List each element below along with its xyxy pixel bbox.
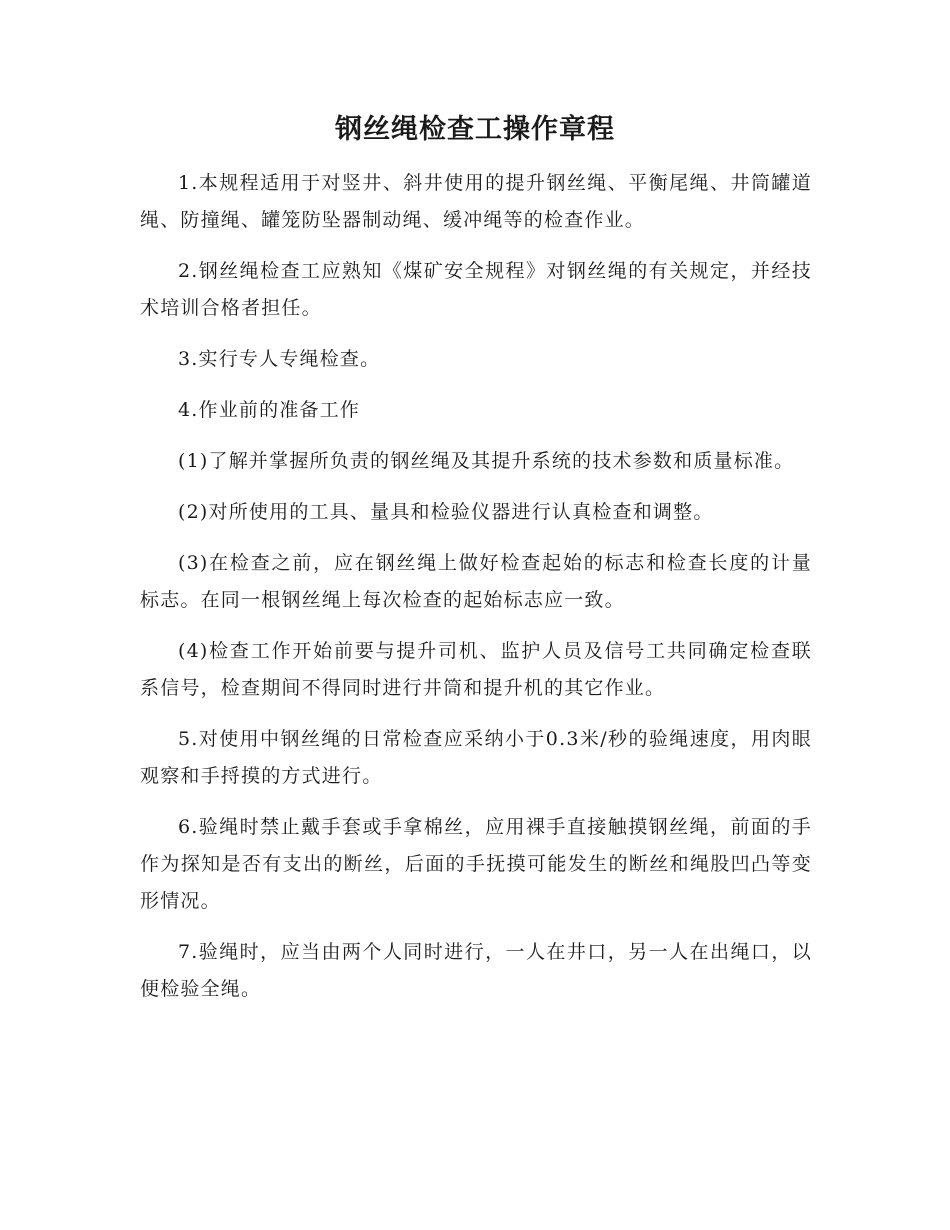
document-body <box>140 165 812 1022</box>
paragraph-2: 2.钢丝绳检查工应熟知《煤矿安全规程》对钢丝绳的有关规定，并经技术培训合格者担任。 <box>140 260 812 319</box>
paragraph-7: 7.验绳时，应当由两个人同时进行，一人在井口，另一人在出绳口，以便检验全绳。 <box>140 941 812 1000</box>
paragraph-4-4: (4)检查工作开始前要与提升司机、监护人员及信号工共同确定检查联系信号，检查期间不得同时进行井筒和提升机的其它作业。 <box>140 640 812 699</box>
paragraph-6: 6.验绳时禁止戴手套或手拿棉丝，应用裸手直接触摸钢丝绳，前面的手作为探知是否有支出的断丝，后面的手抚摸可能发生的断丝和绳股凹凸等变形情况。 <box>140 816 812 912</box>
paragraph-4-2: (2)对所使用的工具、量具和检验仪器进行认真检查和调整。 <box>178 501 714 523</box>
paragraph-4-3: (3)在检查之前，应在钢丝绳上做好检查起始的标志和检查长度的计量标志。在同一根钢丝绳上每次检查的起始标志应一致。 <box>140 552 812 611</box>
paragraph-4: 4.作业前的准备工作 <box>178 399 361 421</box>
paragraph-5: 5.对使用中钢丝绳的日常检查应采纳小于0.3米/秒的验绳速度，用肉眼观察和手捋摸的方式进行。 <box>140 728 812 787</box>
paragraph-3: 3.实行专人专绳检查。 <box>178 348 381 370</box>
paragraph-4-1: (1)了解并掌握所负责的钢丝绳及其提升系统的技术参数和质量标准。 <box>178 450 795 472</box>
paragraph-1: 1.本规程适用于对竖井、斜井使用的提升钢丝绳、平衡尾绳、井筒罐道绳、防撞绳、罐笼防坠器制动绳、缓冲绳等的检查作业。 <box>140 172 812 231</box>
document-title: 钢丝绳检查工操作章程 <box>335 114 615 145</box>
